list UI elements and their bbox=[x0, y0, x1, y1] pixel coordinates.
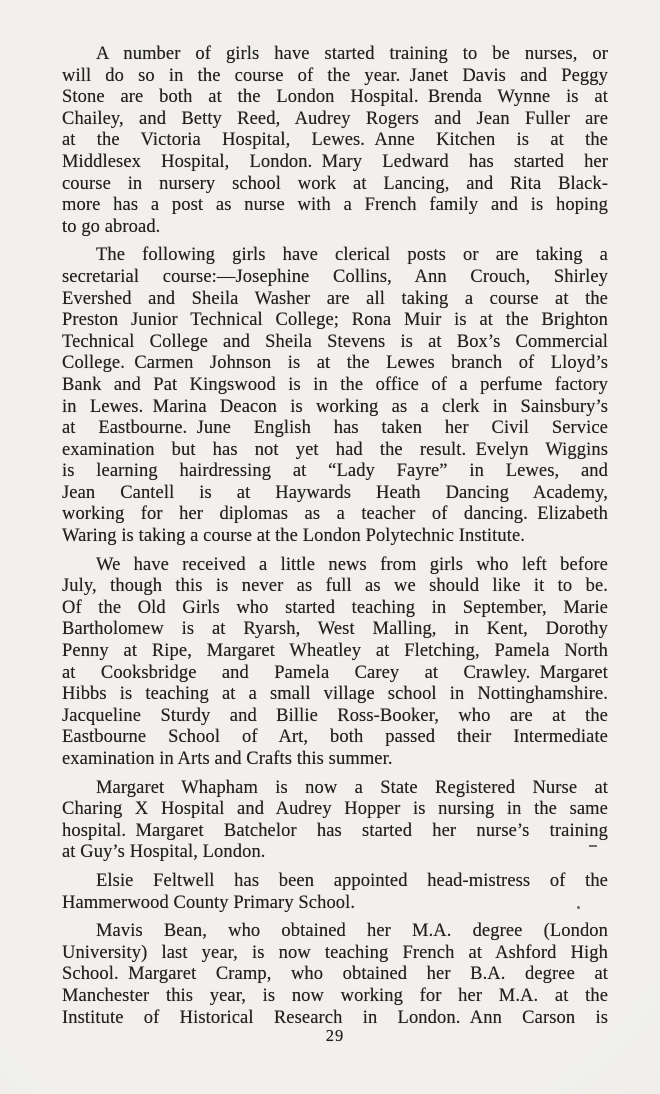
text-line: University) last year, is now teaching French at Ashford High bbox=[62, 942, 608, 963]
text-line: Mavis Bean, who obtained her M.A. degree (London bbox=[96, 921, 608, 942]
text-line: will do so in the course of the year. Janet Davis and Peggy bbox=[62, 65, 608, 86]
text-line: Eastbourne School of Art, both passed their Intermediate bbox=[62, 727, 608, 748]
text-line: Manchester this year, is now working for her M.A. at the bbox=[62, 985, 608, 1006]
text-line: Jean Cantell is at Haywards Heath Dancing Academy, bbox=[62, 482, 608, 503]
paragraph bbox=[62, 555, 608, 771]
text-line: working for her diplomas as a teacher of dancing. Elizabeth bbox=[62, 504, 608, 525]
text-line: more has a post as nurse with a French family and is hoping bbox=[62, 195, 608, 216]
text-line: course in nursery school work at Lancing, and Rita Black- bbox=[62, 173, 608, 194]
text-line: at Cooksbridge and Pamela Carey at Crawley. Margaret bbox=[62, 662, 608, 683]
text-line: Preston Junior Technical College; Rona Muir is at the Brighton bbox=[62, 310, 608, 331]
text-line: Middlesex Hospital, London. Mary Ledward has started her bbox=[62, 151, 608, 172]
text-line: Penny at Ripe, Margaret Wheatley at Fletching, Pamela North bbox=[62, 641, 608, 662]
text-line: Technical College and Sheila Stevens is at Box’s Commercial bbox=[62, 331, 608, 352]
text-line: School. Margaret Cramp, who obtained her B.A. degree at bbox=[62, 964, 608, 985]
text-line: Hibbs is teaching at a small village school in Nottinghamshire. bbox=[62, 684, 608, 705]
text-line: to go abroad. bbox=[62, 216, 161, 237]
text-line: We have received a little news from girls who left before bbox=[96, 554, 608, 575]
text-line: July, though this is never as full as we should like it to be. bbox=[62, 576, 608, 597]
text-line: secretarial course:—Josephine Collins, Ann Crouch, Shirley bbox=[62, 266, 608, 287]
text-line: Elsie Feltwell has been appointed head-mistress of the bbox=[96, 870, 608, 891]
text-line: is learning hairdressing at “Lady Fayre” in Lewes, and bbox=[62, 461, 608, 482]
paragraph bbox=[62, 44, 608, 238]
text-line: Institute of Historical Research in London. Ann Carson is bbox=[62, 1007, 608, 1028]
text-block bbox=[62, 44, 608, 1036]
text-line: Bank and Pat Kingswood is in the office of a perfume factory bbox=[62, 374, 608, 395]
text-line: Waring is taking a course at the London Polytechnic Institute. bbox=[62, 526, 525, 547]
text-line: at Eastbourne. June English has taken her Civil Service bbox=[62, 418, 608, 439]
text-line: Margaret Whapham is now a State Registered Nurse at bbox=[96, 777, 608, 798]
text-line: Charing X Hospital and Audrey Hopper is nursing in the same bbox=[62, 799, 608, 820]
paragraph bbox=[62, 778, 608, 864]
text-line: Chailey, and Betty Reed, Audrey Rogers and Jean Fuller are bbox=[62, 108, 608, 129]
text-line: examination but has not yet had the result. Evelyn Wiggins bbox=[62, 439, 608, 460]
text-line: hospital. Margaret Batchelor has started her nurse’s training bbox=[62, 820, 608, 841]
paragraph bbox=[62, 245, 608, 547]
text-line: at the Victoria Hospital, Lewes. Anne Kitchen is at the bbox=[62, 130, 608, 151]
text-line: A number of girls have started training to be nurses, or bbox=[96, 44, 608, 64]
scan-artifact bbox=[589, 845, 597, 847]
text-line: College. Carmen Johnson is at the Lewes branch of Lloyd’s bbox=[62, 353, 608, 374]
text-line: Of the Old Girls who started teaching in September, Marie bbox=[62, 597, 608, 618]
text-line: Evershed and Sheila Washer are all taking a course at the bbox=[62, 288, 608, 309]
paragraph bbox=[62, 921, 608, 1029]
text-line: Hammerwood County Primary School. bbox=[62, 892, 356, 913]
page-number: 29 bbox=[325, 1026, 345, 1045]
text-line: examination in Arts and Crafts this summer. bbox=[62, 749, 393, 769]
text-line: in Lewes. Marina Deacon is working as a clerk in Sainsbury’s bbox=[62, 396, 608, 417]
text-line: at Guy’s Hospital, London. bbox=[62, 842, 266, 863]
text-line: Stone are both at the London Hospital. Brenda Wynne is at bbox=[62, 87, 608, 108]
text-line: Bartholomew is at Ryarsh, West Malling, in Kent, Dorothy bbox=[62, 619, 608, 640]
scan-artifact bbox=[577, 906, 580, 909]
text-line: Jacqueline Sturdy and Billie Ross-Booker, who are at the bbox=[62, 705, 608, 726]
text-line: The following girls have clerical posts or are taking a bbox=[96, 245, 608, 266]
paragraph bbox=[62, 871, 608, 914]
